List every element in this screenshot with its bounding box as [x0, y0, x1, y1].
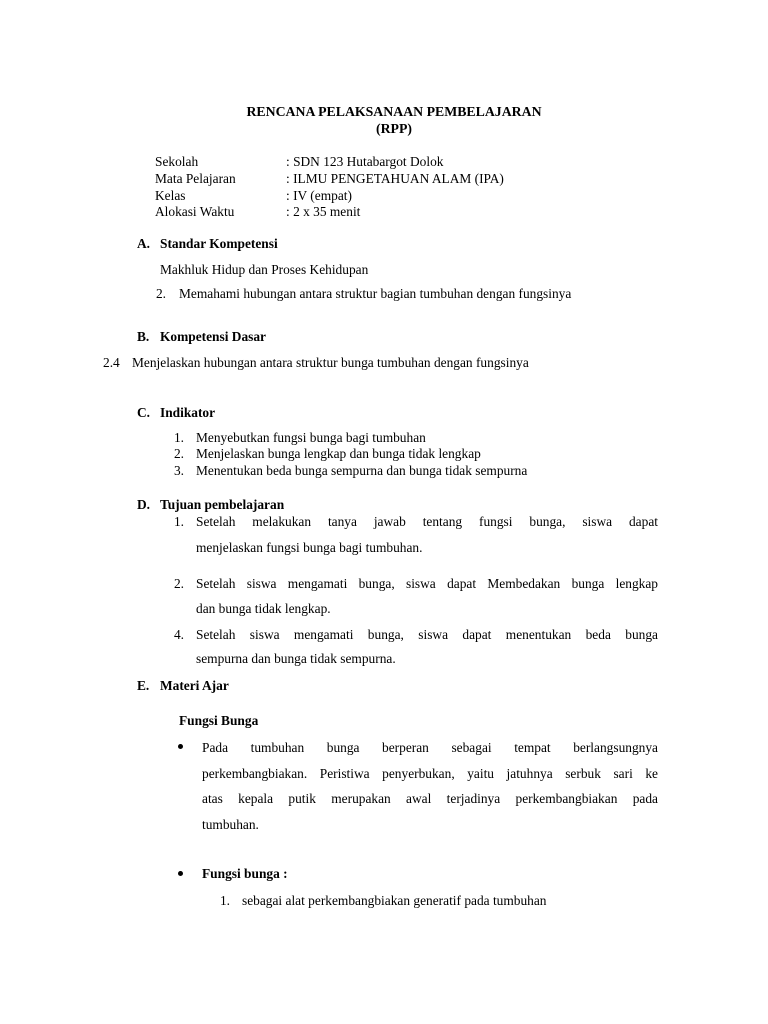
section-d-heading: Tujuan pembelajaran: [160, 497, 285, 512]
section-c-item-number: 3.: [173, 463, 184, 478]
document-subtitle: (RPP): [375, 121, 412, 136]
section-c-item-text: Menjelaskan bunga lengkap dan bunga tidak lengkap: [196, 446, 481, 461]
paragraph-line: Pada tumbuhan bunga berperan sebagai tempat berlangsungnya: [202, 740, 658, 755]
section-d-letter: D.: [137, 497, 151, 512]
section-c-item-number: 2.: [173, 446, 184, 461]
fungsi-item-text: sebagai alat perkembangbiakan generatif pada tumbuhan: [242, 893, 547, 908]
section-b-item-number: 2.4: [103, 355, 120, 370]
bullet-icon: [178, 744, 183, 749]
section-e-subheading: Fungsi Bunga: [179, 713, 259, 728]
section-a-letter: A.: [137, 236, 151, 251]
section-a-text: Makhluk Hidup dan Proses Kehidupan: [160, 262, 369, 277]
section-e-letter: E.: [137, 678, 150, 693]
info-label-subject: Mata Pelajaran: [155, 171, 236, 186]
section-c-item-number: 1.: [173, 430, 184, 445]
section-d-item-line: Setelah siswa mengamati bunga, siswa dapat Membedakan bunga lengkap: [196, 576, 658, 591]
info-value-school: : SDN 123 Hutabargot Dolok: [286, 154, 444, 169]
section-a-item-text: Memahami hubungan antara struktur bagian tumbuhan dengan fungsinya: [179, 286, 572, 301]
paragraph-line: perkembangbiakan. Peristiwa penyerbukan, yaitu jatuhnya serbuk sari ke: [202, 766, 658, 781]
section-d-item-line: Setelah siswa mengamati bunga, siswa dapat menentukan beda bunga: [196, 627, 658, 642]
info-label-school: Sekolah: [155, 154, 199, 169]
section-c-item-text: Menentukan beda bunga sempurna dan bunga tidak sempurna: [196, 463, 528, 478]
section-e-heading: Materi Ajar: [160, 678, 229, 693]
bullet-icon: [178, 871, 183, 876]
section-b-heading: Kompetensi Dasar: [160, 329, 267, 344]
section-c-item-text: Menyebutkan fungsi bunga bagi tumbuhan: [196, 430, 426, 445]
section-a-heading: Standar Kompetensi: [160, 236, 278, 251]
section-a-item-number: 2.: [155, 286, 166, 301]
section-c-heading: Indikator: [160, 405, 216, 420]
info-label-time: Alokasi Waktu: [155, 204, 235, 219]
paragraph-line: atas kepala putik merupakan awal terjadinya perkembangbiakan pada: [202, 791, 658, 806]
section-d-item-line: Setelah melakukan tanya jawab tentang fungsi bunga, siswa dapat: [196, 514, 658, 529]
info-label-class: Kelas: [155, 188, 186, 203]
fungsi-heading: Fungsi bunga :: [202, 866, 288, 881]
section-d-item-number: 4.: [173, 627, 184, 642]
info-value-class: : IV (empat): [286, 188, 352, 203]
info-value-time: : 2 x 35 menit: [286, 204, 361, 219]
section-b-letter: B.: [137, 329, 150, 344]
section-d-item-line: dan bunga tidak lengkap.: [196, 601, 331, 616]
info-value-subject: : ILMU PENGETAHUAN ALAM (IPA): [286, 171, 504, 186]
section-d-item-line: menjelaskan fungsi bunga bagi tumbuhan.: [196, 540, 423, 555]
fungsi-item-number: 1.: [219, 893, 230, 908]
document-title: RENCANA PELAKSANAAN PEMBELAJARAN: [246, 104, 542, 119]
paragraph-line: tumbuhan.: [202, 817, 259, 832]
section-d-item-number: 1.: [173, 514, 184, 529]
section-b-item-text: Menjelaskan hubungan antara struktur bunga tumbuhan dengan fungsinya: [132, 355, 529, 370]
section-d-item-number: 2.: [173, 576, 184, 591]
section-d-item-line: sempurna dan bunga tidak sempurna.: [196, 651, 396, 666]
section-c-letter: C.: [137, 405, 151, 420]
